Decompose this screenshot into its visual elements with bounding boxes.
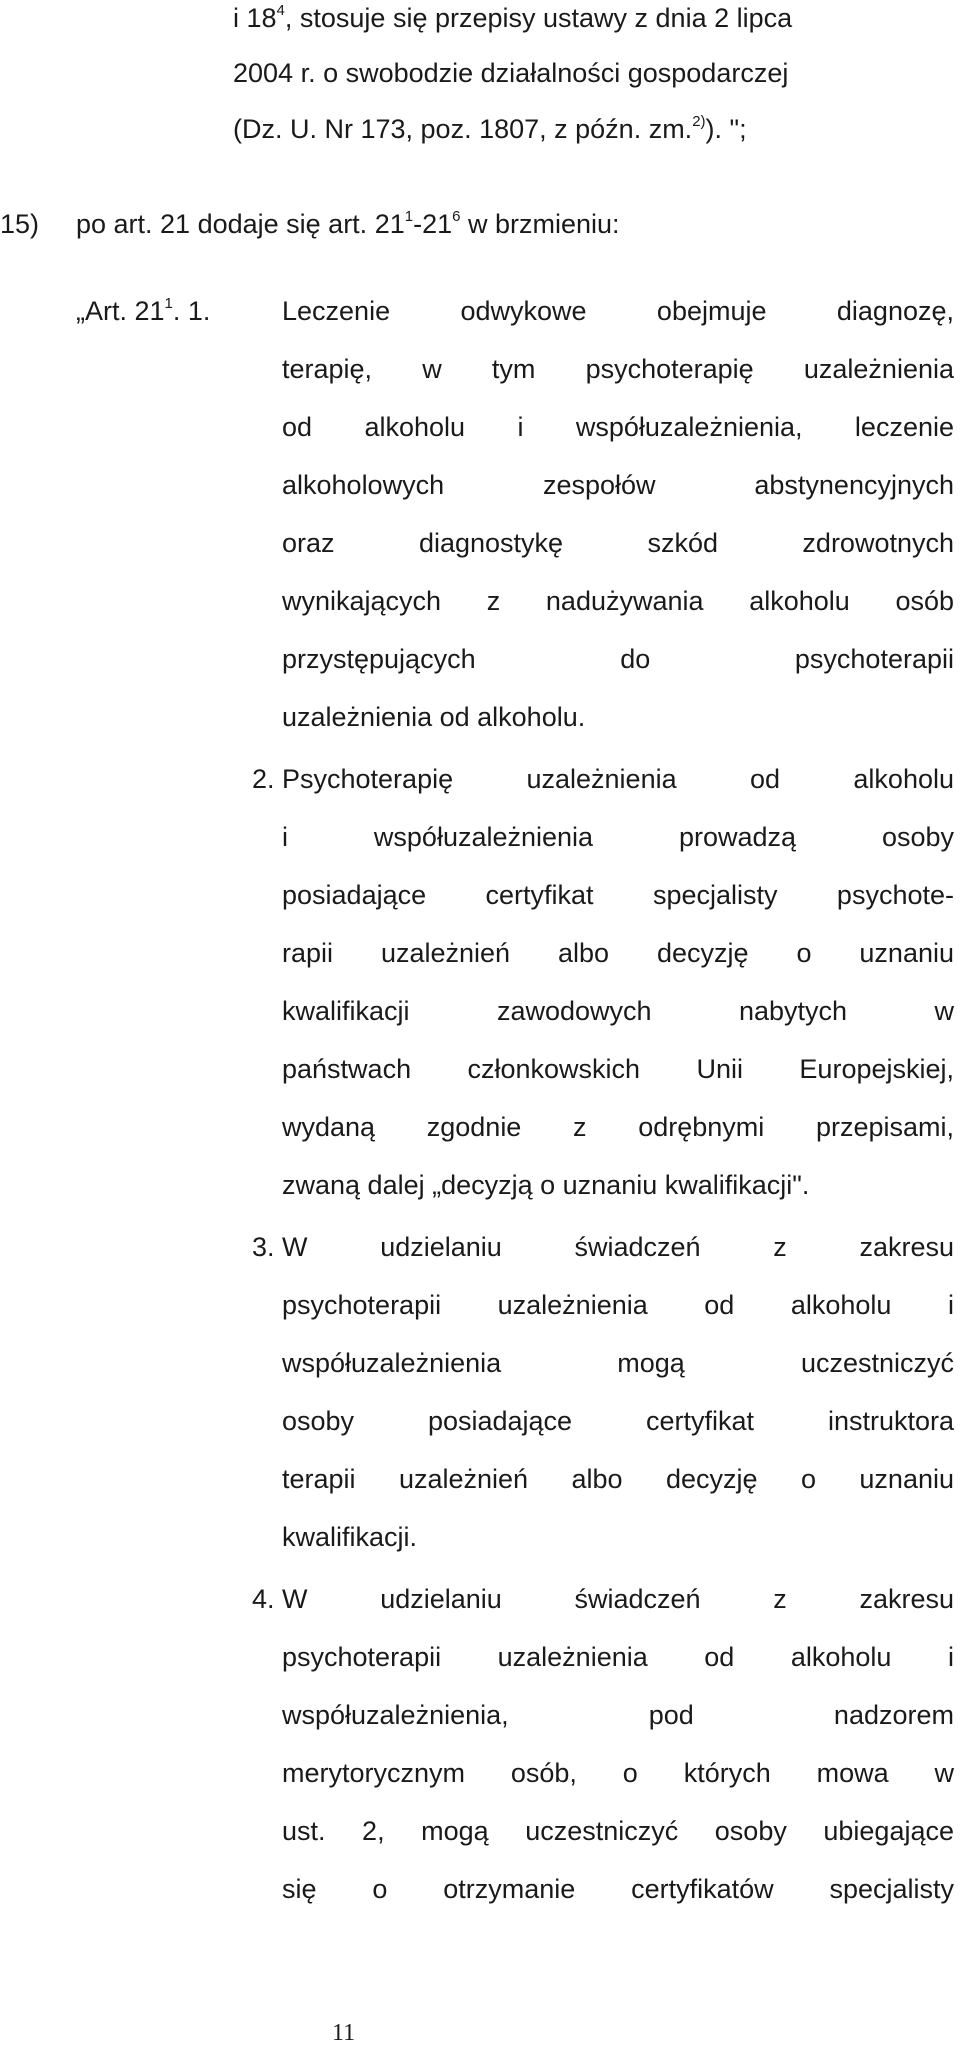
page-number: 11: [332, 2020, 356, 2046]
item15-label: 15): [0, 209, 40, 239]
para1-line-5: oraz diagnostykę szkód zdrowotnych: [282, 528, 954, 558]
intro-line-3-b: ).: [705, 114, 723, 144]
intro-line-1-b: , stosuje się przepisy ustawy z dnia 2 lipca: [284, 3, 793, 33]
intro-line-3-a: (Dz. U. Nr 173, poz. 1807, z późn. zm.: [233, 114, 693, 144]
item15-text: [76, 206, 620, 242]
intro-line-3-sup: 2): [692, 113, 706, 130]
item15-sup-1: 1: [404, 208, 414, 225]
para1-line-8: uzależnienia od alkoholu.: [282, 702, 586, 732]
para2-line-6: państwach członkowskich Unii Europejskiej,: [282, 1054, 954, 1084]
para2-line-5: kwalifikacji zawodowych nabytych w: [282, 996, 954, 1026]
intro-line-1-sup: 4: [276, 2, 285, 19]
intro-line-2: 2004 r. o swobodzie działalności gospodarczej: [233, 58, 789, 88]
para3-line-2: psychoterapii uzależnienia od alkoholu i: [282, 1290, 954, 1320]
para3-line-4: osoby posiadające certyfikat instruktora: [282, 1406, 954, 1436]
para3-line-1: W udzielaniu świadczeń z zakresu: [282, 1232, 954, 1262]
para4-number: 4.: [252, 1584, 275, 1614]
para2-line-7: wydaną zgodnie z odrębnymi przepisami,: [282, 1112, 954, 1142]
item15-text-b: -21: [413, 209, 453, 239]
para4-line-3: współuzależnienia, pod nadzorem: [282, 1700, 954, 1730]
para1-line-3: od alkoholu i współuzależnienia, leczenie: [282, 412, 954, 442]
para2-line-3: posiadające certyfikat specjalisty psychote-: [282, 880, 954, 910]
para1-line-7: przystępujących do psychoterapii: [282, 644, 954, 674]
article-prefix: „Art. 21: [76, 296, 165, 326]
para2-line-2: i współuzależnienia prowadzą osoby: [282, 822, 954, 852]
intro-line-3-c: ";: [729, 114, 747, 144]
para1-line-1: Leczenie odwykowe obejmuje diagnozę,: [282, 296, 954, 326]
para2-number: 2.: [252, 764, 275, 794]
item15-text-c: w brzmieniu:: [460, 209, 620, 239]
article-sup: 1: [164, 295, 173, 312]
para3-line-3: współuzależnienia mogą uczestniczyć: [282, 1348, 954, 1378]
article-suffix: . 1.: [172, 296, 211, 326]
para1-line-4: alkoholowych zespołów abstynencyjnych: [282, 470, 954, 500]
article-header: [76, 293, 210, 329]
para4-line-5: ust. 2, mogą uczestniczyć osoby ubiegające: [282, 1816, 954, 1846]
intro-line-1: [233, 0, 792, 36]
para2-line-1: Psychoterapię uzależnienia od alkoholu: [282, 764, 954, 794]
intro-line-3: [233, 111, 747, 147]
para1-line-6: wynikających z nadużywania alkoholu osób: [282, 586, 954, 616]
para2-line-4: rapii uzależnień albo decyzję o uznaniu: [282, 938, 954, 968]
para3-number: 3.: [252, 1232, 275, 1262]
para4-line-4: merytorycznym osób, o których mowa w: [282, 1758, 954, 1788]
para4-line-1: W udzielaniu świadczeń z zakresu: [282, 1584, 954, 1614]
para3-line-5: terapii uzależnień albo decyzję o uznaniu: [282, 1464, 954, 1494]
para4-line-2: psychoterapii uzależnienia od alkoholu i: [282, 1642, 954, 1672]
item15-sup-2: 6: [452, 208, 461, 225]
para3-line-6: kwalifikacji.: [282, 1522, 418, 1552]
para4-line-6: się o otrzymanie certyfikatów specjalisty: [282, 1874, 954, 1904]
para1-line-2: terapię, w tym psychoterapię uzależnienia: [282, 354, 954, 384]
item15-text-a: po art. 21 dodaje się art. 21: [76, 209, 405, 239]
para2-line-8: zwaną dalej „decyzją o uznaniu kwalifikacji".: [282, 1170, 810, 1200]
intro-line-1-a: i 18: [233, 3, 277, 33]
